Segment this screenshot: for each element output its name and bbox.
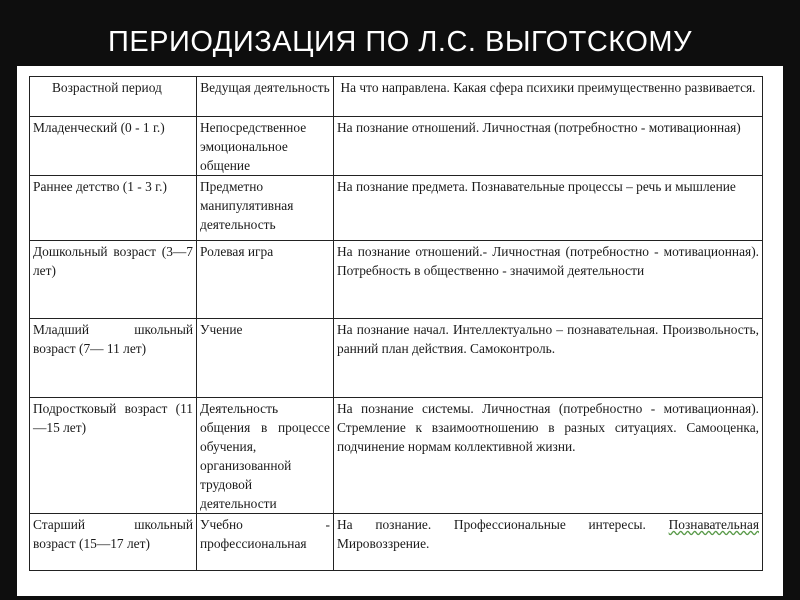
- activity-cell: Предметно манипулятивная деятельность: [197, 176, 334, 241]
- period-cell: Старший школьный возраст (15—17 лет): [30, 514, 197, 571]
- period-cell: Младший школьный возраст (7— 11 лет): [30, 319, 197, 398]
- header-direction: На что направлена. Какая сфера психики преимущественно развивается.: [334, 77, 763, 117]
- page-title: ПЕРИОДИЗАЦИЯ ПО Л.С. ВЫГОТСКОМУ: [107, 26, 693, 58]
- direction-cell: На познание системы. Личностная (потребностно - мотивационная). Стремление к взаимоотношению в разных ситуациях. Самооценка, подчинение нормам коллективной жизни.: [334, 398, 763, 514]
- table-row: [30, 319, 763, 398]
- table-row: [30, 117, 763, 176]
- table-row: [30, 514, 763, 571]
- periodization-table: [29, 76, 763, 571]
- table-header-row: [30, 77, 763, 117]
- activity-cell: Деятельность общения в процессе обучения, организованной трудовой деятельности: [197, 398, 334, 514]
- direction-text: На познание. Профессиональные интересы.: [337, 517, 669, 532]
- activity-cell: Учебно - профессиональная: [197, 514, 334, 571]
- activity-cell: Непосредственное эмоциональное общение: [197, 117, 334, 176]
- direction-cell: На познание отношений.- Личностная (потребностно - мотивационная). Потребность в общественно - значимой деятельности: [334, 241, 763, 319]
- period-cell: Младенческий (0 - 1 г.): [30, 117, 197, 176]
- activity-cell: Ролевая игра: [197, 241, 334, 319]
- direction-text: Мировоззрение.: [337, 536, 430, 551]
- header-period: Возрастной период: [30, 77, 197, 117]
- table-row: [30, 398, 763, 514]
- header-activity: Ведущая деятельность: [197, 77, 334, 117]
- period-cell: Подростковый возраст (11—15 лет): [30, 398, 197, 514]
- period-cell: Раннее детство (1 - 3 г.): [30, 176, 197, 241]
- table-row: [30, 176, 763, 241]
- spellcheck-underlined-word: Познавательная: [668, 517, 759, 532]
- table-row: [30, 241, 763, 319]
- activity-cell: Учение: [197, 319, 334, 398]
- period-cell: Дошкольный возраст (3—7 лет): [30, 241, 197, 319]
- direction-cell: На познание начал. Интеллектуально – познавательная. Произвольность, ранний план действия. Самоконтроль.: [334, 319, 763, 398]
- direction-cell: На познание предмета. Познавательные процессы – речь и мышление: [334, 176, 763, 241]
- direction-cell: На познание отношений. Личностная (потребностно - мотивационная): [334, 117, 763, 176]
- direction-cell: [334, 514, 763, 571]
- slide-area: [17, 66, 783, 596]
